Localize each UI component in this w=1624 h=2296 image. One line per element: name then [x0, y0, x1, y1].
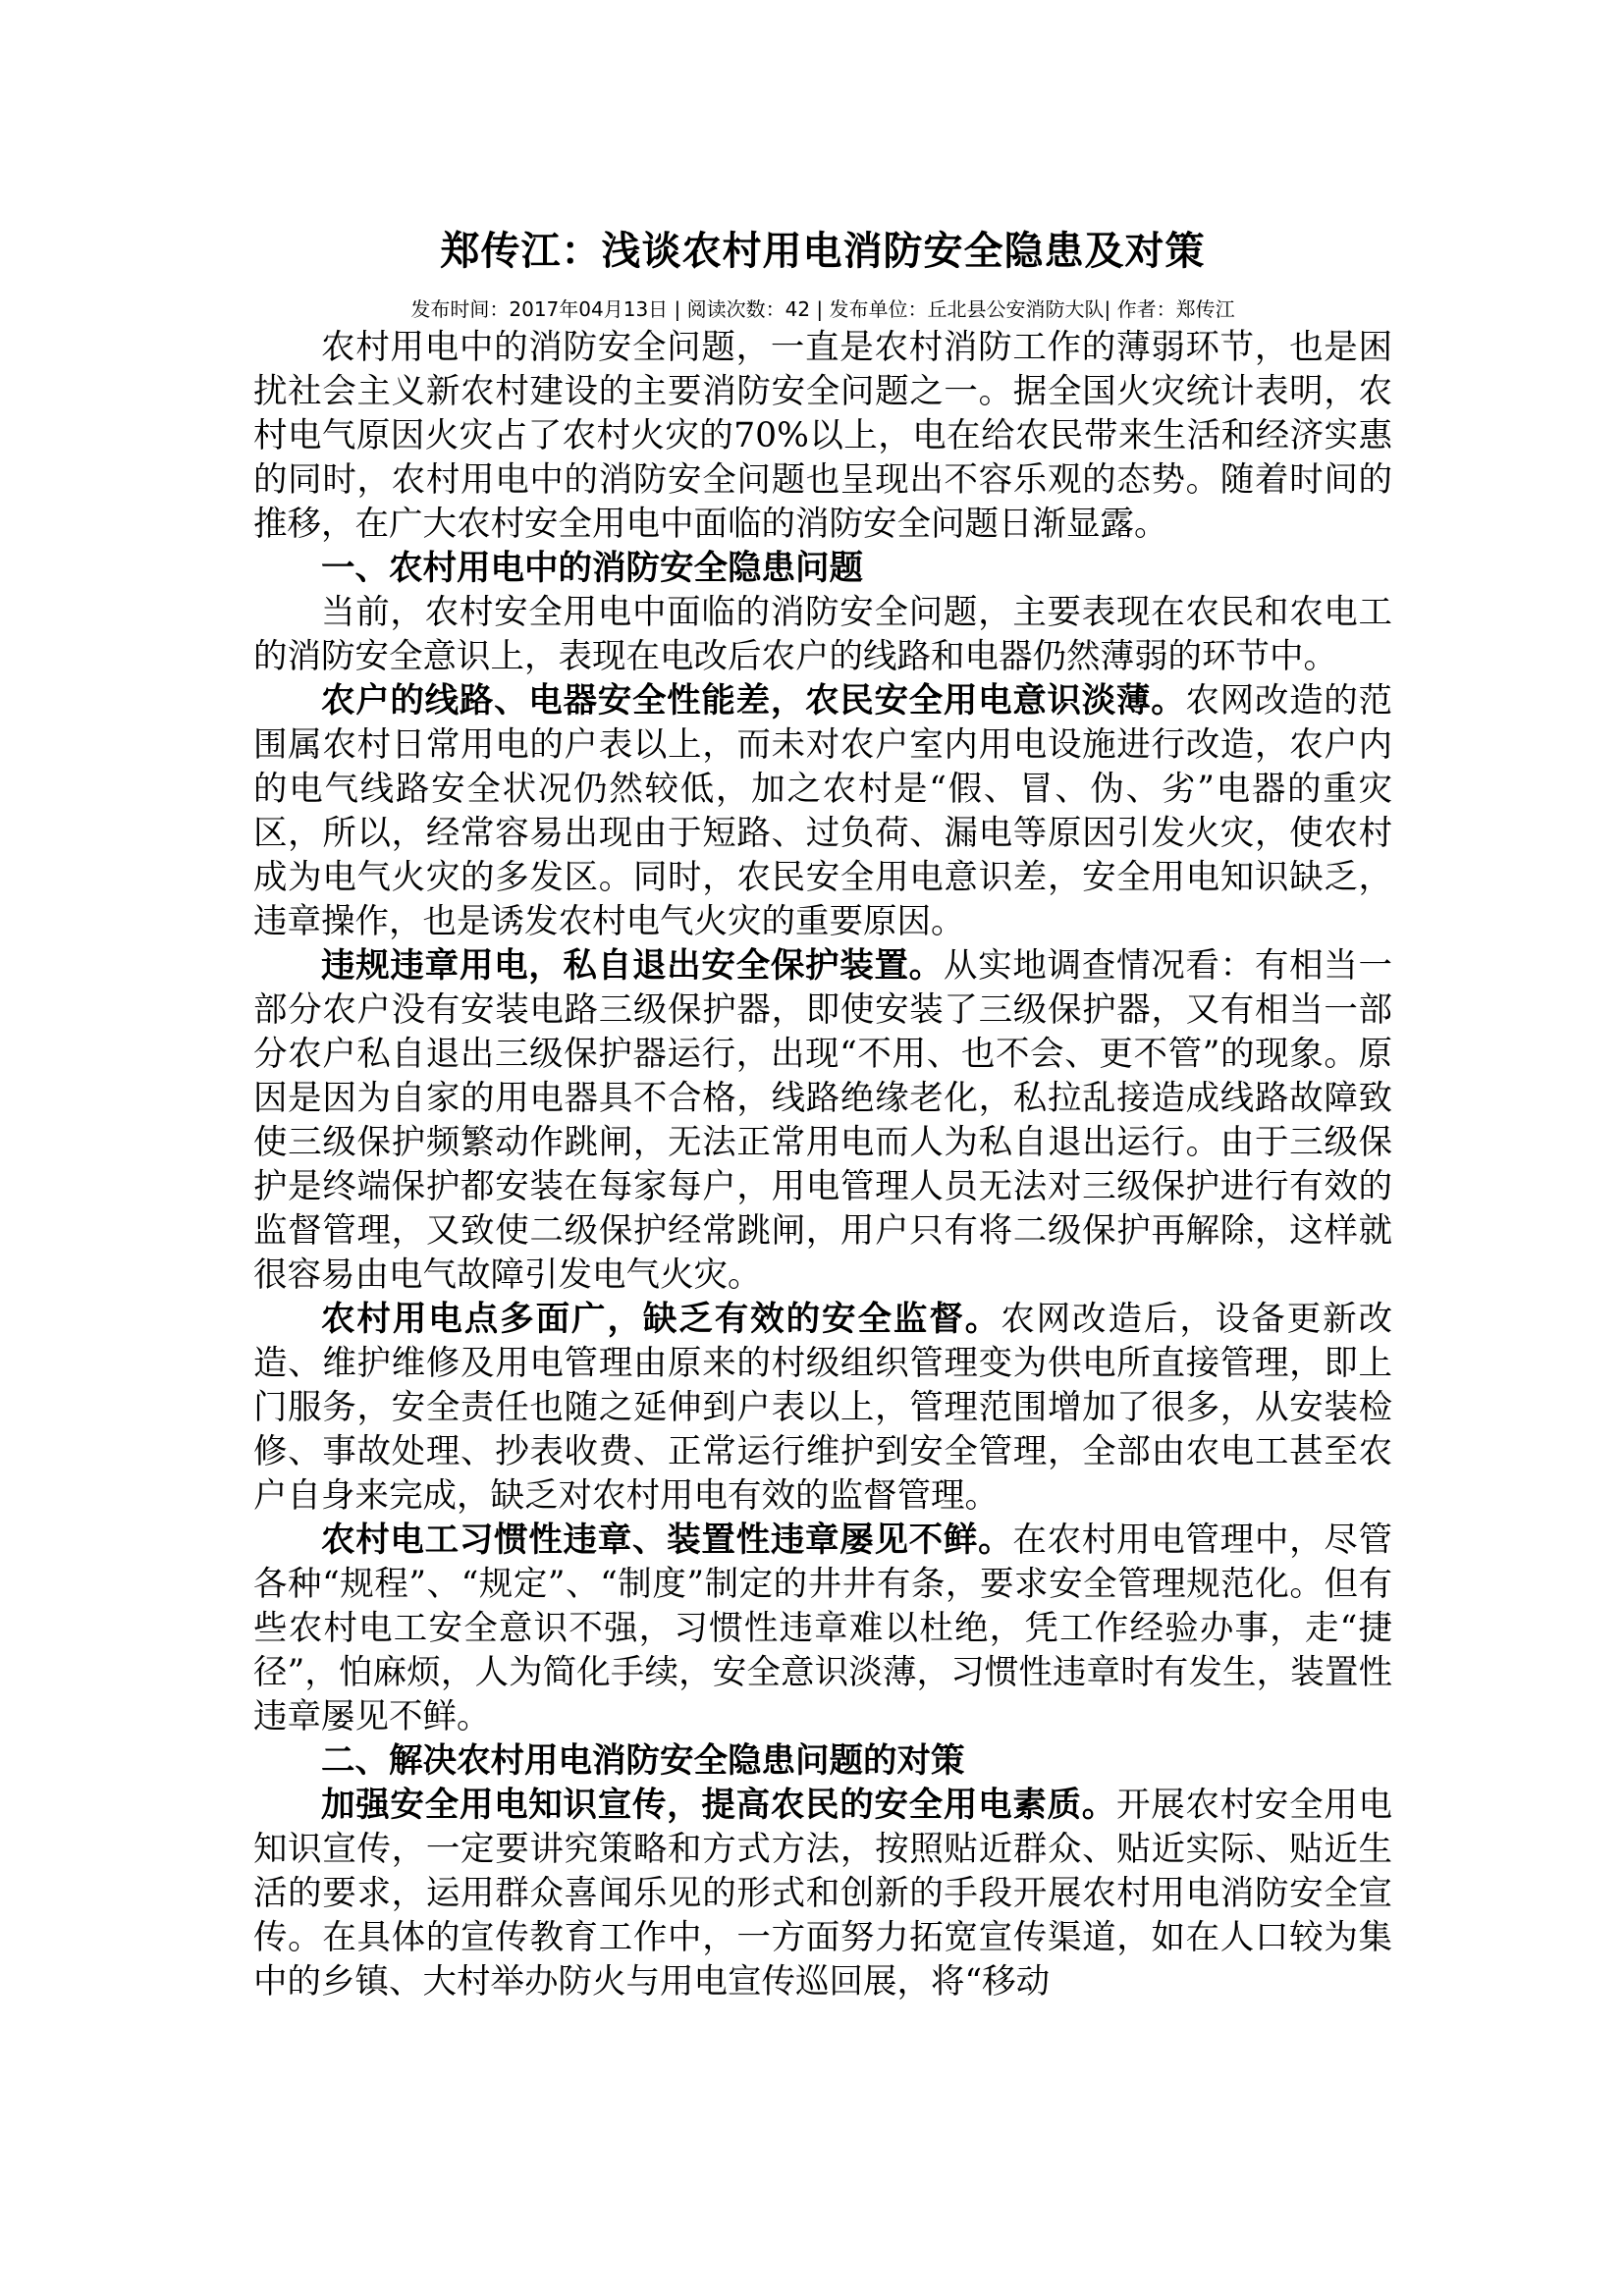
section-1-intro: 当前，农村安全用电中面临的消防安全问题，主要表现在农民和农电工的消防安全意识上，表现在电改后农户的线路和电器仍然薄弱的环节中。 — [253, 593, 1392, 676]
section-1-heading: 一、农村用电中的消防安全隐患问题 — [321, 549, 863, 588]
paragraph-1-body: 农网改造的范围属农村日常用电的户表以上，而未对农户室内用电设施进行改造，农户内的电气线路安全状况仍然较低，加之农村是“假、冒、伪、劣”电器的重灾区，所以，经常容易出现由于短路、过负荷、漏电等原因引发火灾，使农村成为电气火灾的多发区。同时，农民安全用电意识差，安全用电知识缺乏，违章操作，也是诱发农村电气火灾的重要原因。 — [253, 681, 1393, 941]
section-2-heading: 二、解决农村用电消防安全隐患问题的对策 — [321, 1741, 965, 1781]
paragraph-2-body: 从实地调查情况看：有相当一部分农户没有安装电路三级保护器，即使安装了三级保护器，又有相当一部分农户私自退出三级保护器运行，出现“不用、也不会、更不管”的现象。原因是因为自家的用电器具不合格，线路绝缘老化，私拉乱接造成线路故障致使三级保护频繁动作跳闸，无法正常用电而人为私自退出运行。由于三级保护是终端保护都安装在每家每户，用电管理人员无法对三级保护进行有效的监督管理，又致使二级保护经常跳闸，用户只有将二级保护再解除，这样就很容易由电气故障引发电气火灾。 — [253, 946, 1393, 1295]
paragraph-4 — [253, 1519, 1392, 1739]
paragraph-1 — [253, 679, 1392, 944]
article-meta: 发布时间：2017年04月13日 | 阅读次数：42 | 发布单位：丘北县公安消防大队| 作者：郑传江 — [410, 297, 1235, 321]
intro-paragraph: 农村用电中的消防安全问题，一直是农村消防工作的薄弱环节，也是困扰社会主义新农村建设的主要消防安全问题之一。据全国火灾统计表明，农村电气原因火灾占了农村火灾的70%以上，电在给农民带来生活和经济实惠的同时，农村用电中的消防安全问题也呈现出不容乐观的态势。随着时间的推移，在广大农村安全用电中面临的消防安全问题日渐显露。 — [253, 328, 1392, 544]
paragraph-2 — [253, 944, 1392, 1298]
paragraph-3-body: 农网改造后，设备更新改造、维护维修及用电管理由原来的村级组织管理变为供电所直接管理，即上门服务，安全责任也随之延伸到户表以上，管理范围增加了很多，从安装检修、事故处理、抄表收费、正常运行维护到安全管理，全部由农电工甚至农户自身来完成，缺乏对农村用电有效的监督管理。 — [253, 1300, 1392, 1516]
article-title: 郑传江：浅谈农村用电消防安全隐患及对策 — [440, 229, 1206, 274]
paragraph-4-body: 在农村用电管理中，尽管各种“规程”、“规定”、“制度”制定的井井有条，要求安全管理规范化。但有些农村电工安全意识不强，习惯性违章难以杜绝，凭工作经验办事，走“捷径”，怕麻烦，人为简化手续，安全意识淡薄，习惯性违章时有发生，装置性违章屡见不鲜。 — [253, 1521, 1393, 1736]
paragraph-5-lead: 加强安全用电知识宣传，提高农民的安全用电素质。 — [321, 1786, 1116, 1825]
paragraph-3 — [253, 1298, 1392, 1519]
paragraph-1-lead: 农户的线路、电器安全性能差，农民安全用电意识淡薄。 — [321, 681, 1186, 721]
paragraph-5-body: 开展农村安全用电知识宣传，一定要讲究策略和方式方法，按照贴近群众、贴近实际、贴近生活的要求，运用群众喜闻乐见的形式和创新的手段开展农村用电消防安全宣传。在具体的宣传教育工作中，一方面努力拓宽宣传渠道，如在人口较为集中的乡镇、大村举办防火与用电宣传巡回展，将“移动 — [253, 1786, 1393, 2002]
paragraph-3-lead: 农村用电点多面广，缺乏有效的安全监督。 — [321, 1300, 1001, 1339]
paragraph-2-lead: 违规违章用电，私自退出安全保护装置。 — [321, 946, 944, 986]
paragraph-4-lead: 农村电工习惯性违章、装置性违章屡见不鲜。 — [321, 1521, 1013, 1560]
document-page — [253, 226, 1392, 2004]
paragraph-5 — [253, 1784, 1392, 2004]
